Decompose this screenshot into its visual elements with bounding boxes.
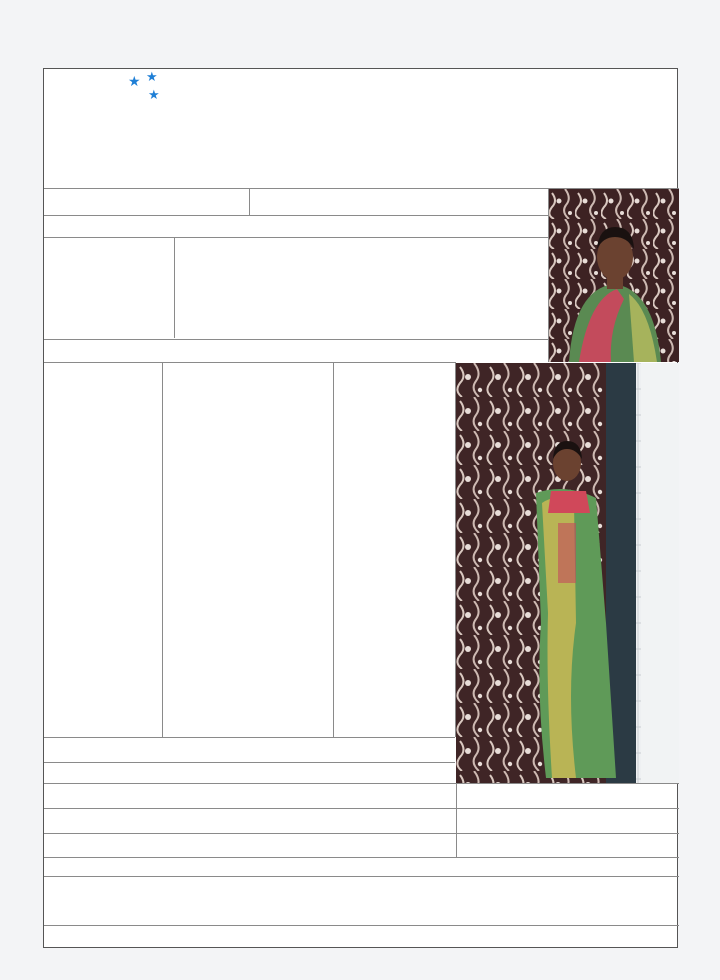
star-icon: ★ bbox=[146, 69, 158, 84]
application-form bbox=[43, 68, 678, 948]
full-body-photo bbox=[456, 363, 679, 783]
company-logo bbox=[50, 71, 160, 187]
star-icon: ★ bbox=[128, 73, 141, 89]
portrait-photo bbox=[549, 189, 679, 362]
star-icon: ★ bbox=[148, 87, 160, 102]
